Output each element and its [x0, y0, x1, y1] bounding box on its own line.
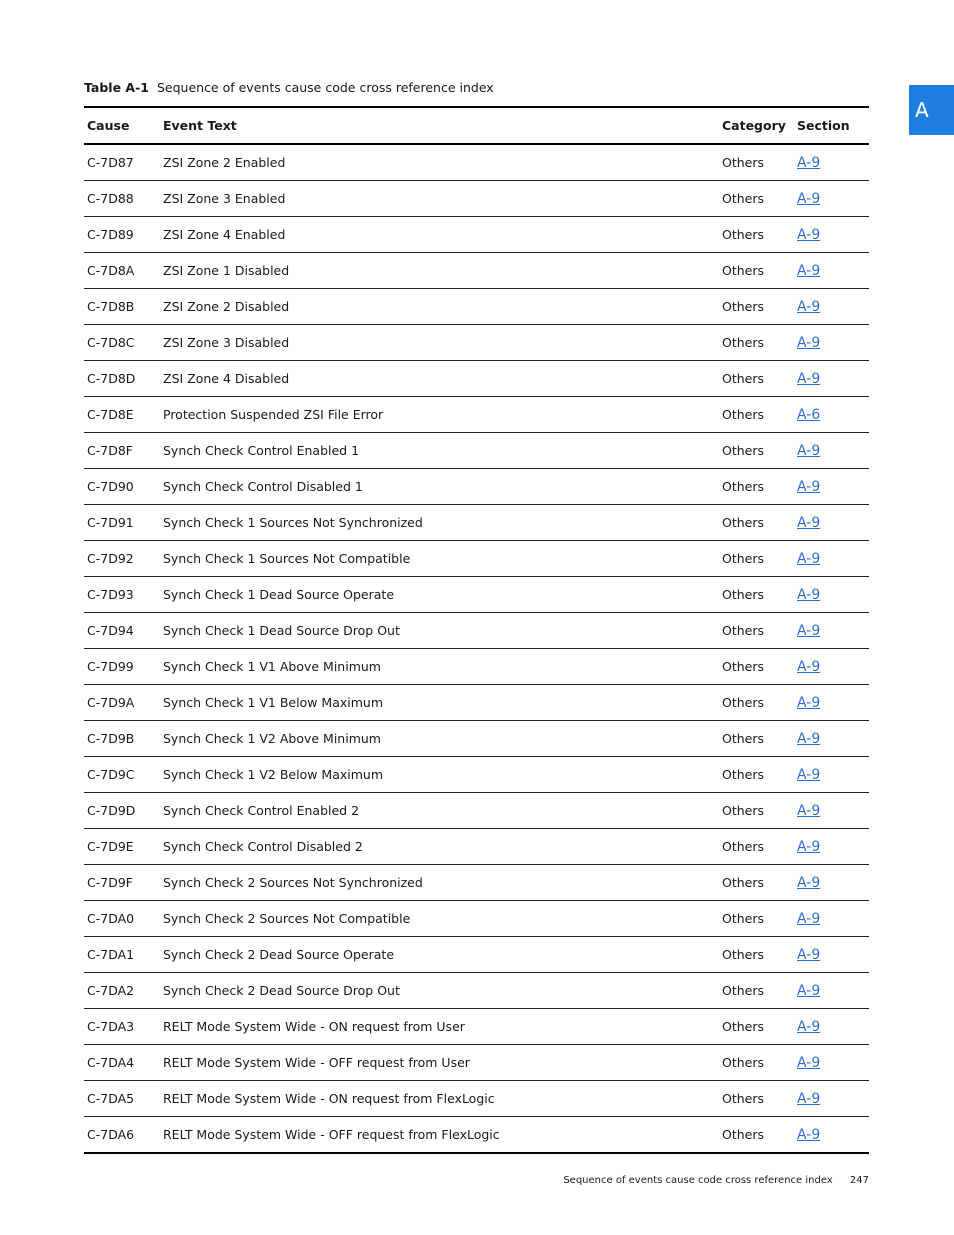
category-cell: Others	[722, 155, 765, 170]
section-link[interactable]: A-9	[797, 910, 821, 927]
event-text-cell: Synch Check 1 Dead Source Drop Out	[163, 623, 400, 638]
category-cell: Others	[722, 767, 765, 782]
category-cell: Others	[722, 731, 765, 746]
event-text-cell: Synch Check 1 V2 Below Maximum	[163, 767, 384, 782]
cause-cell: C-7D91	[87, 515, 134, 530]
category-cell: Others	[722, 623, 765, 638]
category-cell: Others	[722, 839, 765, 854]
section-cell	[797, 541, 820, 576]
section-cell	[797, 901, 820, 936]
table-body	[84, 145, 869, 1152]
page-footer	[563, 1175, 869, 1187]
section-cell	[797, 253, 820, 288]
section-link[interactable]: A-9	[797, 190, 821, 207]
cause-cell: C-7DA3	[87, 1019, 135, 1034]
event-text-cell: Protection Suspended ZSI File Error	[163, 407, 384, 422]
section-link[interactable]: A-9	[797, 802, 821, 819]
cause-code-table	[84, 106, 869, 1154]
event-text-cell: Synch Check 2 Dead Source Drop Out	[163, 983, 400, 998]
cause-cell: C-7D9E	[87, 839, 134, 854]
cause-cell: C-7D99	[87, 659, 134, 674]
cause-cell: C-7DA2	[87, 983, 135, 998]
footer-title: Sequence of events cause code cross reference index	[563, 1175, 833, 1186]
table-row	[84, 757, 869, 793]
section-cell	[797, 829, 820, 864]
category-cell: Others	[722, 407, 765, 422]
category-cell: Others	[722, 479, 765, 494]
event-text-cell: Synch Check 2 Dead Source Operate	[163, 947, 395, 962]
section-link[interactable]: A-9	[797, 478, 821, 495]
category-cell: Others	[722, 263, 765, 278]
event-text-cell: ZSI Zone 4 Disabled	[163, 371, 290, 386]
table-row	[84, 937, 869, 973]
table-row	[84, 973, 869, 1009]
category-cell: Others	[722, 1127, 765, 1142]
event-text-cell: Synch Check Control Disabled 1	[163, 479, 363, 494]
category-cell: Others	[722, 443, 765, 458]
table-row	[84, 361, 869, 397]
category-cell: Others	[722, 911, 765, 926]
table-caption-title: Sequence of events cause code cross reference index	[156, 80, 494, 95]
cause-cell: C-7D9C	[87, 767, 135, 782]
table-caption-label: Table A-1	[84, 80, 149, 95]
table-row	[84, 1045, 869, 1081]
section-cell	[797, 181, 820, 216]
event-text-cell: ZSI Zone 3 Enabled	[163, 191, 286, 206]
table-row	[84, 577, 869, 613]
page-number: 247	[849, 1175, 869, 1186]
section-link[interactable]: A-9	[797, 1126, 821, 1143]
category-cell: Others	[722, 299, 765, 314]
section-cell	[797, 325, 820, 360]
table-row	[84, 541, 869, 577]
event-text-cell: RELT Mode System Wide - ON request from FlexLogic	[163, 1091, 495, 1106]
header-section: Section	[797, 118, 850, 133]
section-cell	[797, 757, 820, 792]
section-link[interactable]: A-9	[797, 334, 821, 351]
category-cell: Others	[722, 551, 765, 566]
header-cause: Cause	[87, 118, 130, 133]
category-cell: Others	[722, 587, 765, 602]
cause-cell: C-7DA1	[87, 947, 135, 962]
category-cell: Others	[722, 515, 765, 530]
section-link[interactable]: A-9	[797, 982, 821, 999]
table-row	[84, 289, 869, 325]
event-text-cell: ZSI Zone 1 Disabled	[163, 263, 290, 278]
section-cell	[797, 1081, 820, 1116]
header-event-text: Event Text	[163, 118, 237, 133]
category-cell: Others	[722, 335, 765, 350]
table-row	[84, 1009, 869, 1045]
table-row	[84, 145, 869, 181]
section-cell	[797, 577, 820, 612]
section-cell	[797, 217, 820, 252]
table-row	[84, 1081, 869, 1117]
event-text-cell: RELT Mode System Wide - OFF request from FlexLogic	[163, 1127, 500, 1142]
event-text-cell: Synch Check 2 Sources Not Synchronized	[163, 875, 423, 890]
cause-cell: C-7D8F	[87, 443, 133, 458]
cause-cell: C-7DA4	[87, 1055, 135, 1070]
section-link[interactable]: A-9	[797, 262, 821, 279]
table-row	[84, 181, 869, 217]
section-link[interactable]: A-9	[797, 1090, 821, 1107]
category-cell: Others	[722, 983, 765, 998]
category-cell: Others	[722, 1019, 765, 1034]
cause-cell: C-7D8C	[87, 335, 135, 350]
section-link[interactable]: A-9	[797, 298, 821, 315]
cause-cell: C-7D9D	[87, 803, 136, 818]
cause-cell: C-7D93	[87, 587, 134, 602]
event-text-cell: ZSI Zone 4 Enabled	[163, 227, 286, 242]
table-row	[84, 685, 869, 721]
appendix-side-tab: A	[909, 85, 954, 135]
category-cell: Others	[722, 227, 765, 242]
event-text-cell: Synch Check 1 Dead Source Operate	[163, 587, 395, 602]
cause-cell: C-7D9F	[87, 875, 133, 890]
section-cell	[797, 649, 820, 684]
section-link[interactable]: A-9	[797, 694, 821, 711]
section-cell	[797, 145, 820, 180]
table-row	[84, 721, 869, 757]
event-text-cell: Synch Check 2 Sources Not Compatible	[163, 911, 411, 926]
table-row	[84, 649, 869, 685]
event-text-cell: ZSI Zone 3 Disabled	[163, 335, 290, 350]
event-text-cell: Synch Check Control Enabled 2	[163, 803, 360, 818]
event-text-cell: ZSI Zone 2 Enabled	[163, 155, 286, 170]
section-cell	[797, 1009, 820, 1044]
category-cell: Others	[722, 659, 765, 674]
cause-cell: C-7D90	[87, 479, 134, 494]
cause-cell: C-7D9A	[87, 695, 135, 710]
event-text-cell: Synch Check 1 V2 Above Minimum	[163, 731, 381, 746]
category-cell: Others	[722, 947, 765, 962]
section-link[interactable]: A-9	[797, 154, 821, 171]
section-cell	[797, 397, 820, 432]
event-text-cell: Synch Check 1 V1 Above Minimum	[163, 659, 381, 674]
cause-cell: C-7D8D	[87, 371, 136, 386]
table-row	[84, 397, 869, 433]
category-cell: Others	[722, 803, 765, 818]
table-row	[84, 253, 869, 289]
section-cell	[797, 1117, 820, 1152]
cause-cell: C-7D88	[87, 191, 134, 206]
event-text-cell: ZSI Zone 2 Disabled	[163, 299, 290, 314]
section-cell	[797, 505, 820, 540]
table-caption	[84, 80, 494, 96]
cause-cell: C-7DA0	[87, 911, 135, 926]
event-text-cell: Synch Check 1 Sources Not Synchronized	[163, 515, 423, 530]
event-text-cell: RELT Mode System Wide - ON request from User	[163, 1019, 465, 1034]
table-row	[84, 433, 869, 469]
header-category: Category	[722, 118, 786, 133]
cause-cell: C-7D8B	[87, 299, 135, 314]
section-cell	[797, 937, 820, 972]
cause-cell: C-7D94	[87, 623, 134, 638]
section-cell	[797, 721, 820, 756]
section-link[interactable]: A-9	[797, 730, 821, 747]
section-cell	[797, 361, 820, 396]
category-cell: Others	[722, 1055, 765, 1070]
table-row	[84, 901, 869, 937]
section-link[interactable]: A-9	[797, 946, 821, 963]
section-link[interactable]: A-9	[797, 226, 821, 243]
cause-cell: C-7D8A	[87, 263, 135, 278]
event-text-cell: Synch Check Control Disabled 2	[163, 839, 363, 854]
section-cell	[797, 289, 820, 324]
event-text-cell: Synch Check Control Enabled 1	[163, 443, 360, 458]
section-cell	[797, 433, 820, 468]
table-row	[84, 793, 869, 829]
section-link[interactable]: A-9	[797, 874, 821, 891]
section-cell	[797, 613, 820, 648]
table-row	[84, 1117, 869, 1152]
cause-cell: C-7DA5	[87, 1091, 135, 1106]
section-cell	[797, 865, 820, 900]
category-cell: Others	[722, 875, 765, 890]
category-cell: Others	[722, 695, 765, 710]
section-link[interactable]: A-9	[797, 442, 821, 459]
event-text-cell: Synch Check 1 Sources Not Compatible	[163, 551, 411, 566]
section-cell	[797, 1045, 820, 1080]
category-cell: Others	[722, 371, 765, 386]
table-row	[84, 469, 869, 505]
section-link[interactable]: A-9	[797, 658, 821, 675]
section-link[interactable]: A-9	[797, 370, 821, 387]
event-text-cell: RELT Mode System Wide - OFF request from User	[163, 1055, 470, 1070]
section-link[interactable]: A-9	[797, 622, 821, 639]
section-cell	[797, 973, 820, 1008]
cause-cell: C-7D92	[87, 551, 134, 566]
cause-cell: C-7D9B	[87, 731, 135, 746]
section-link[interactable]: A-9	[797, 1018, 821, 1035]
section-link[interactable]: A-9	[797, 550, 821, 567]
cause-cell: C-7D8E	[87, 407, 134, 422]
category-cell: Others	[722, 191, 765, 206]
section-link[interactable]: A-9	[797, 1054, 821, 1071]
table-row	[84, 505, 869, 541]
section-cell	[797, 793, 820, 828]
category-cell: Others	[722, 1091, 765, 1106]
table-row	[84, 325, 869, 361]
event-text-cell: Synch Check 1 V1 Below Maximum	[163, 695, 384, 710]
cause-cell: C-7D89	[87, 227, 134, 242]
section-link[interactable]: A-9	[797, 586, 821, 603]
section-link[interactable]: A-9	[797, 766, 821, 783]
section-link[interactable]: A-6	[797, 406, 821, 423]
table-row	[84, 217, 869, 253]
section-cell	[797, 469, 820, 504]
cause-cell: C-7D87	[87, 155, 134, 170]
cause-cell: C-7DA6	[87, 1127, 135, 1142]
section-cell	[797, 685, 820, 720]
table-header-row	[84, 108, 869, 145]
section-link[interactable]: A-9	[797, 838, 821, 855]
table-row	[84, 865, 869, 901]
table-row	[84, 613, 869, 649]
section-link[interactable]: A-9	[797, 514, 821, 531]
table-row	[84, 829, 869, 865]
